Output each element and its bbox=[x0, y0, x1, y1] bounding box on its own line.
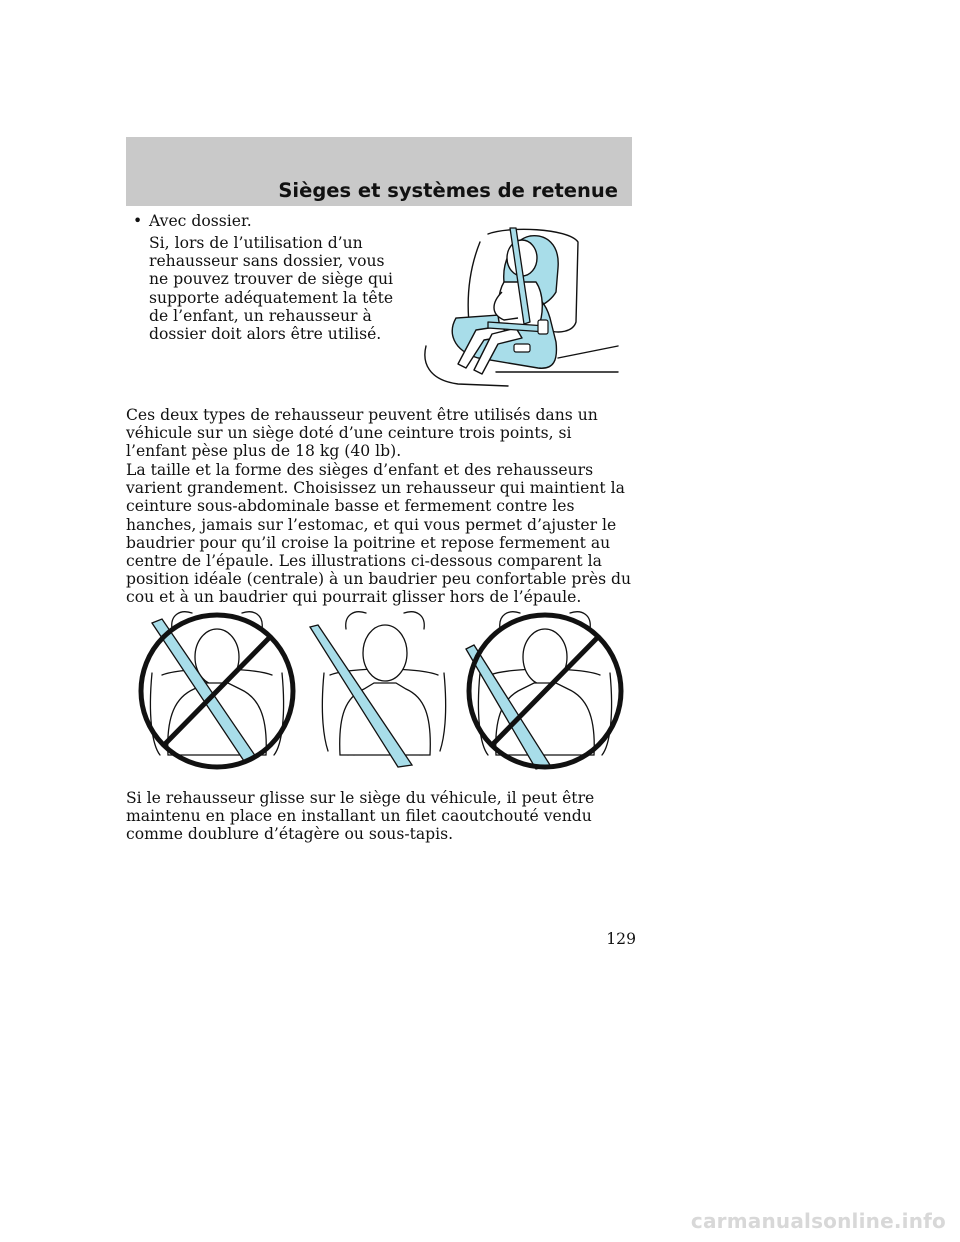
section-title: Sièges et systèmes de retenue bbox=[278, 179, 618, 202]
booster-note-paragraph: Si, lors de l’utilisation d’un rehausseur sans dossier, vous ne pouvez trouver de siège qui supporte adéquatement la tête de l’enfant, un rehausseur à dossier doit alors être utilisé. bbox=[149, 234, 394, 344]
child-booster-seat-illustration bbox=[418, 222, 638, 392]
watermark-text: carmanualsonline.info bbox=[690, 1209, 946, 1233]
body-paragraph-1: Ces deux types de rehausseur peuvent être utilisés dans un véhicule sur un siège doté d’une ceinture trois points, si l’enfant pèse plus de 18 kg (40 lb). bbox=[126, 406, 598, 461]
bullet-marker: • bbox=[133, 212, 143, 230]
belt-position-comparison-illustration bbox=[132, 605, 632, 775]
belt-ideal-position-figure bbox=[310, 612, 446, 767]
belt-near-neck-figure bbox=[141, 612, 293, 767]
section-header-band bbox=[126, 137, 632, 206]
page-number: 129 bbox=[606, 930, 636, 948]
body-paragraph-3: Si le rehausseur glisse sur le siège du véhicule, il peut être maintenu en place en installant un filet caoutchouté vendu comme doublure d’étagère ou sous-tapis. bbox=[126, 789, 595, 844]
body-paragraph-2: La taille et la forme des sièges d’enfant et des rehausseurs varient grandement. Choisissez un rehausseur qui maintient la ceinture sous-abdominale basse et fermement contre les hanches, jamais sur l’estomac, et qui vous permet d’ajuster le baudrier pour qu’il croise la poitrine et repose fermement au centre de l’épaule. Les illustrations ci-dessous comparent la position idéale (centrale) à un baudrier peu confortable près du cou et à un baudrier qui pourrait glisser hors de l’épaule. bbox=[126, 461, 632, 607]
bullet-item bbox=[133, 212, 393, 230]
bullet-label: Avec dossier. bbox=[149, 212, 252, 230]
watermark bbox=[0, 1200, 960, 1242]
belt-off-shoulder-figure bbox=[466, 612, 621, 769]
